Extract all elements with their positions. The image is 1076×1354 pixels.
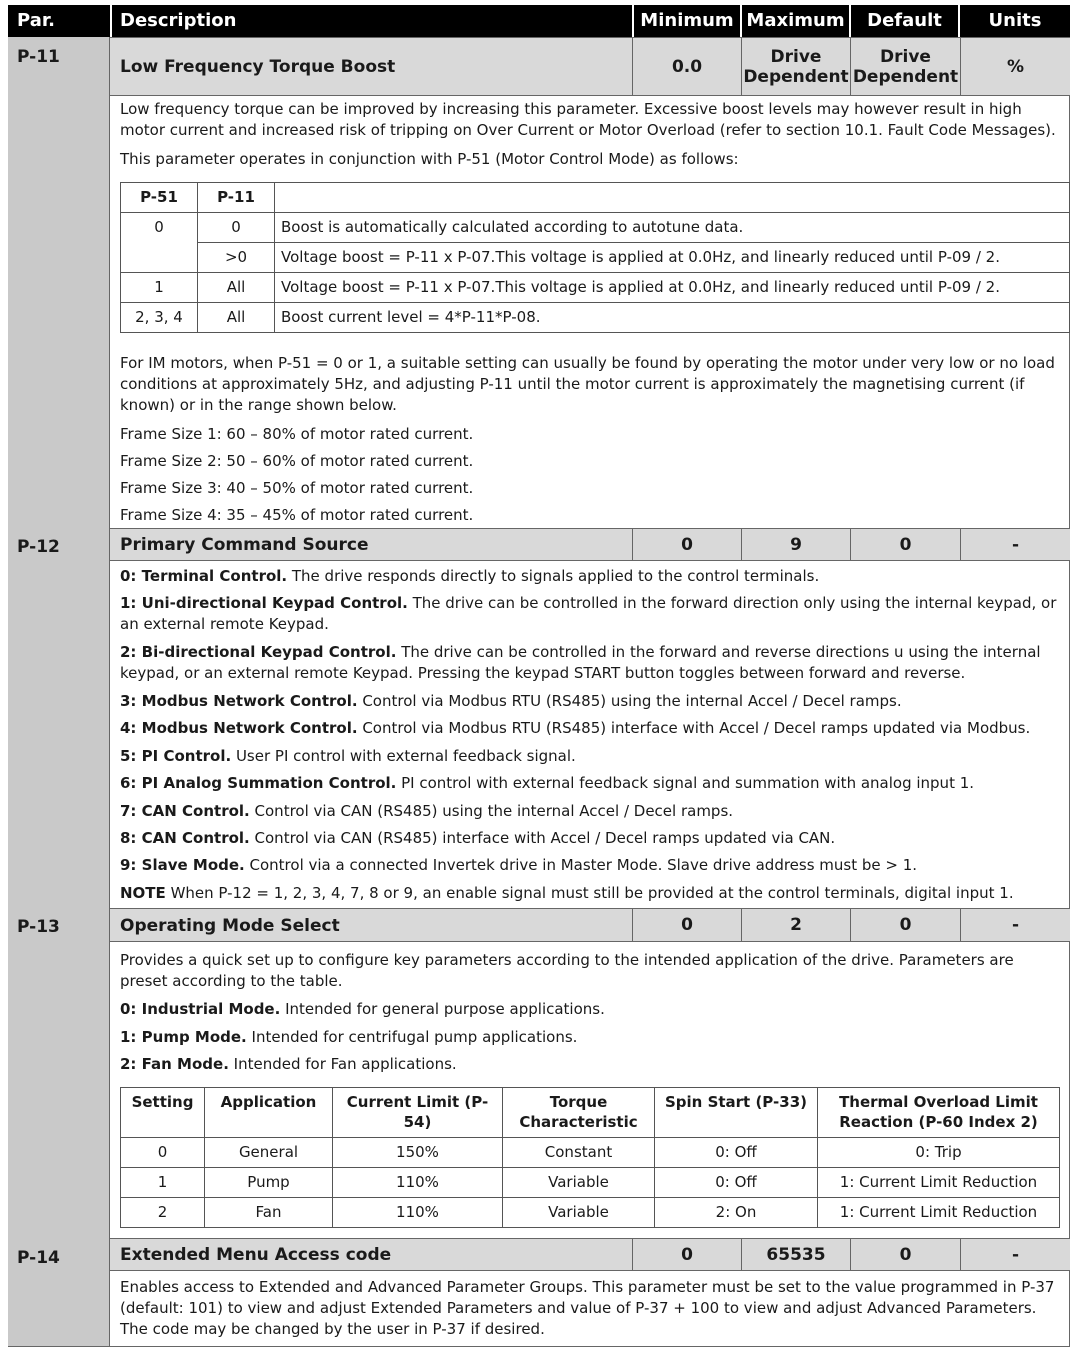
table-cell: 0 (121, 1138, 205, 1168)
table-cell: Voltage boost = P-11 x P-07.This voltage is applied at 0.0Hz, and linearly reduced until P-09 / 2. (275, 273, 1070, 303)
table-cell: 110% (333, 1168, 503, 1198)
table-cell: Variable (503, 1168, 655, 1198)
min-value: 0 (632, 529, 741, 560)
par-cell-p11 (8, 37, 110, 528)
table-cell: 1: Current Limit Reduction (818, 1168, 1060, 1198)
param-title: Operating Mode Select (120, 916, 340, 936)
table-header: Spin Start (P-33) (655, 1088, 818, 1138)
option-line: 3: Modbus Network Control. Control via Modbus RTU (RS485) using the internal Accel / Decel ramps. (120, 692, 902, 710)
header-description: Description (112, 5, 632, 37)
table-cell: 2: On (655, 1198, 818, 1228)
option-line: 4: Modbus Network Control. Control via Modbus RTU (RS485) interface with Accel / Decel ramps updated via Modbus. (120, 719, 1031, 737)
body-p11 (110, 96, 1070, 528)
option-line: 2: Bi-directional Keypad Control. The drive can be controlled in the forward and reverse directions u using the internal keypad, or an external remote Keypad. Pressing the keypad START button toggles between forward and reverse. (120, 643, 1041, 682)
table-cell: 1 (121, 1168, 205, 1198)
par-cell-p13 (8, 908, 110, 1238)
table-header: Application (205, 1088, 333, 1138)
frame-size-line: Frame Size 3: 40 – 50% of motor rated current. (120, 479, 474, 497)
min-value: 0 (632, 1239, 741, 1270)
table-cell: 1 (121, 273, 198, 303)
paragraph: For IM motors, when P-51 = 0 or 1, a suitable setting can usually be found by operating the motor under very low or no load conditions at approximately 5Hz, and adjusting P-11 until the motor current is approximately the magnetising current (if known) or in the range shown below. (120, 354, 1055, 414)
max-value: 9 (741, 529, 850, 560)
table-cell: 0 (198, 213, 275, 243)
table-cell: All (198, 273, 275, 303)
table-cell: Variable (503, 1198, 655, 1228)
body-p12 (110, 561, 1070, 908)
table-cell: 1: Current Limit Reduction (818, 1198, 1060, 1228)
paragraph: This parameter operates in conjunction with P-51 (Motor Control Mode) as follows: (120, 150, 739, 168)
table-header: Thermal Overload Limit Reaction (P-60 Index 2) (818, 1088, 1060, 1138)
option-line: 6: PI Analog Summation Control. PI control with external feedback signal and summation with analog input 1. (120, 774, 975, 792)
note-line: NOTE When P-12 = 1, 2, 3, 4, 7, 8 or 9, an enable signal must still be provided at the control terminals, digital input 1. (120, 884, 1014, 902)
table-cell: 150% (333, 1138, 503, 1168)
header-minimum: Minimum (634, 5, 740, 37)
min-value: 0.0 (632, 38, 741, 95)
units-value: - (960, 529, 1070, 560)
table-cell: 0: Off (655, 1168, 818, 1198)
units-value: - (960, 1239, 1070, 1270)
table-cell: Constant (503, 1138, 655, 1168)
title-row-p12 (110, 528, 1070, 561)
option-line: 1: Uni-directional Keypad Control. The drive can be controlled in the forward direction only using the internal keypad, or an external remote Keypad. (120, 594, 1057, 633)
option-line: 7: CAN Control. Control via CAN (RS485) using the internal Accel / Decel ramps. (120, 802, 734, 820)
option-line: 9: Slave Mode. Control via a connected Invertek drive in Master Mode. Slave drive address must be > 1. (120, 856, 918, 874)
table-header: Setting (121, 1088, 205, 1138)
header-maximum: Maximum (742, 5, 849, 37)
option-line: 8: CAN Control. Control via CAN (RS485) interface with Accel / Decel ramps updated via CAN. (120, 829, 836, 847)
param-title: Primary Command Source (120, 535, 369, 555)
boost-table (120, 182, 1070, 333)
mode-line: 2: Fan Mode. Intended for Fan applications. (120, 1055, 457, 1073)
param-title: Low Frequency Torque Boost (120, 57, 396, 77)
table-cell: 0 (121, 213, 198, 243)
frame-size-line: Frame Size 1: 60 – 80% of motor rated current. (120, 425, 474, 443)
table-cell: Boost is automatically calculated according to autotune data. (275, 213, 1070, 243)
default-value: 0 (850, 1239, 960, 1270)
table-cell: Pump (205, 1168, 333, 1198)
body-p14 (110, 1271, 1070, 1347)
parameter-table (8, 5, 1070, 1347)
header-units: Units (960, 5, 1070, 37)
param-title: Extended Menu Access code (120, 1245, 392, 1265)
table-cell: 2, 3, 4 (121, 303, 198, 333)
table-cell (121, 243, 198, 273)
table-cell: 0: Off (655, 1138, 818, 1168)
title-row-p13 (110, 908, 1070, 942)
default-value: Drive Dependent (850, 38, 960, 95)
par-cell-p14 (8, 1238, 110, 1347)
par-id: P-11 (17, 47, 60, 67)
par-cell-p12 (8, 528, 110, 908)
table-cell: 110% (333, 1198, 503, 1228)
table-header: Torque Characteristic (503, 1088, 655, 1138)
frame-size-line: Frame Size 2: 50 – 60% of motor rated current. (120, 452, 474, 470)
table-header: Current Limit (P-54) (333, 1088, 503, 1138)
frame-size-line: Frame Size 4: 35 – 45% of motor rated current. (120, 506, 474, 524)
min-value: 0 (632, 909, 741, 941)
paragraph: Provides a quick set up to configure key parameters according to the intended application of the drive. Parameters are preset according to the table. (120, 951, 1014, 990)
table-cell: 0: Trip (818, 1138, 1060, 1168)
paragraph: Low frequency torque can be improved by increasing this parameter. Excessive boost levels may however result in high motor current and increased risk of tripping on Over Current or Motor Overload (refer to section 10.1. Fault Code Messages). (120, 100, 1056, 139)
option-line: 0: Terminal Control. The drive responds directly to signals applied to the control terminals. (120, 567, 820, 585)
table-cell: General (205, 1138, 333, 1168)
table-header (275, 183, 1070, 213)
title-row-p11 (110, 37, 1070, 96)
table-bottom-border (8, 1346, 1070, 1347)
table-cell: Fan (205, 1198, 333, 1228)
units-value: % (960, 38, 1070, 95)
par-id: P-14 (17, 1248, 60, 1268)
max-value: 2 (741, 909, 850, 941)
max-value: Drive Dependent (741, 38, 850, 95)
table-cell: Voltage boost = P-11 x P-07.This voltage is applied at 0.0Hz, and linearly reduced until P-09 / 2. (275, 243, 1070, 273)
mode-line: 1: Pump Mode. Intended for centrifugal pump applications. (120, 1028, 578, 1046)
table-cell: Boost current level = 4*P-11*P-08. (275, 303, 1070, 333)
mode-line: 0: Industrial Mode. Intended for general purpose applications. (120, 1000, 605, 1018)
table-cell: 2 (121, 1198, 205, 1228)
mode-table (120, 1087, 1060, 1228)
header-default: Default (851, 5, 958, 37)
max-value: 65535 (741, 1239, 850, 1270)
default-value: 0 (850, 529, 960, 560)
par-id: P-12 (17, 537, 60, 557)
default-value: 0 (850, 909, 960, 941)
header-par: Par. (8, 5, 110, 37)
table-header: P-51 (121, 183, 198, 213)
units-value: - (960, 909, 1070, 941)
option-line: 5: PI Control. User PI control with external feedback signal. (120, 747, 576, 765)
table-cell: All (198, 303, 275, 333)
title-row-p14 (110, 1238, 1070, 1271)
par-id: P-13 (17, 917, 60, 937)
table-header: P-11 (198, 183, 275, 213)
table-cell: >0 (198, 243, 275, 273)
paragraph: Enables access to Extended and Advanced Parameter Groups. This parameter must be set to the value programmed in P-37 (default: 101) to view and adjust Extended Parameters and value of P-37 + 100 to view and adjust Advanced Parameters. The code may be changed by the user in P-37 if desired. (120, 1278, 1055, 1338)
body-p13 (110, 942, 1070, 1238)
